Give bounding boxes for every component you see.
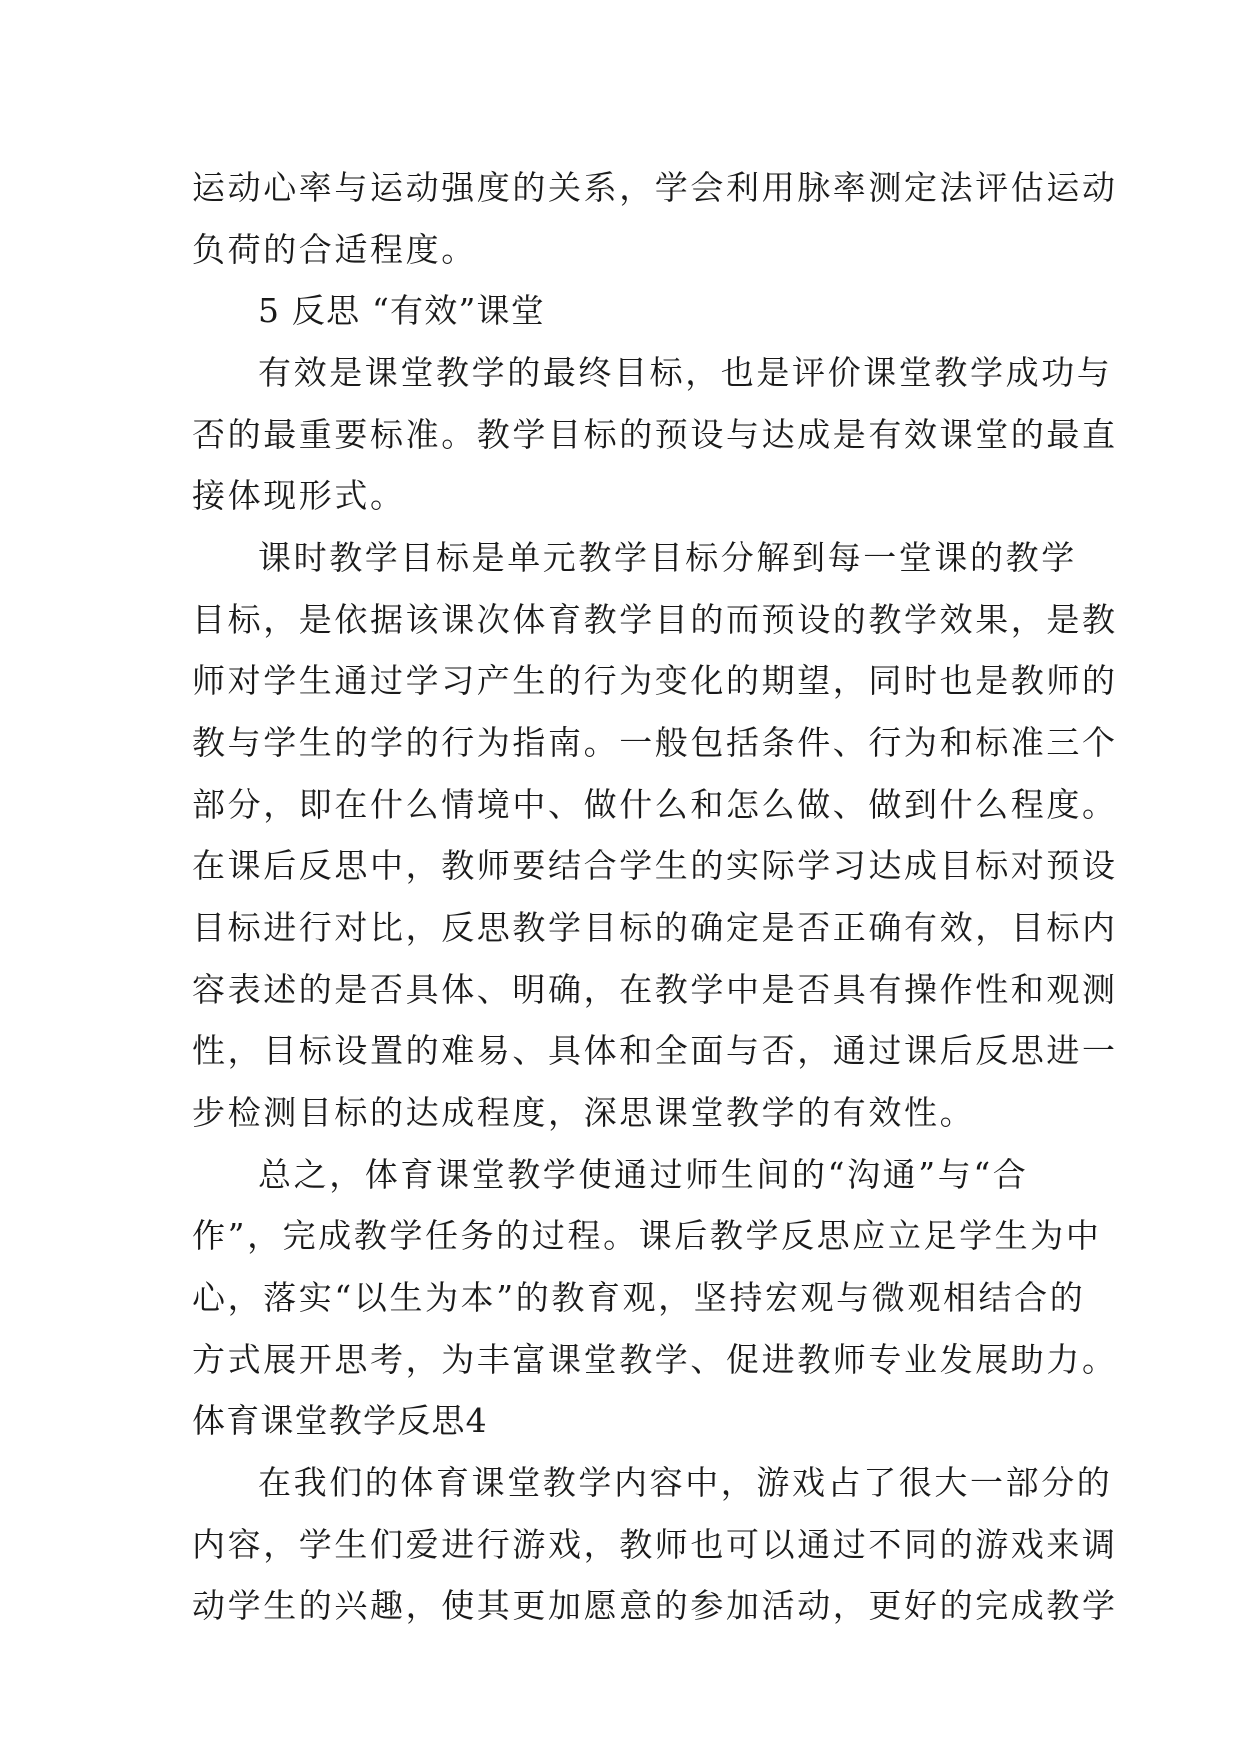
paragraph-first-line: 课时教学目标是单元教学目标分解到每一堂课的教学 bbox=[258, 538, 1077, 577]
body-text-line: 负荷的合适程度。 bbox=[192, 230, 477, 269]
body-text-line: 作”，完成教学任务的过程。课后教学反思应立足学生为中 bbox=[192, 1216, 1102, 1255]
body-text-line: 否的最重要标准。教学目标的预设与达成是有效课堂的最直 bbox=[192, 415, 1118, 454]
body-text-line: 部分，即在什么情境中、做什么和怎么做、做到什么程度。 bbox=[192, 785, 1118, 824]
body-text-line: 运动心率与运动强度的关系，学会利用脉率测定法评估运动 bbox=[192, 168, 1118, 207]
paragraph-first-line: 在我们的体育课堂教学内容中，游戏占了很大一部分的 bbox=[258, 1463, 1113, 1502]
paragraph-first-line: 总之，体育课堂教学使通过师生间的“沟通”与“合 bbox=[258, 1155, 1029, 1194]
body-text-line: 目标，是依据该课次体育教学目的而预设的教学效果，是教 bbox=[192, 600, 1118, 639]
body-text-line: 动学生的兴趣，使其更加愿意的参加活动，更好的完成教学 bbox=[192, 1586, 1118, 1625]
body-text-line: 容表述的是否具体、明确，在教学中是否具有操作性和观测 bbox=[192, 970, 1118, 1009]
body-text-line: 步检测目标的达成程度，深思课堂教学的有效性。 bbox=[192, 1093, 976, 1132]
body-text-line: 目标进行对比，反思教学目标的确定是否正确有效，目标内 bbox=[192, 908, 1118, 947]
body-text-line: 方式展开思考，为丰富课堂教学、促进教师专业发展助力。 bbox=[192, 1340, 1118, 1379]
body-text-line: 师对学生通过学习产生的行为变化的期望，同时也是教师的 bbox=[192, 661, 1118, 700]
body-text-line: 在课后反思中，教师要结合学生的实际学习达成目标对预设 bbox=[192, 846, 1118, 885]
section-title: 体育课堂教学反思4 bbox=[192, 1401, 488, 1440]
section-heading: 5 反思 “有效”课堂 bbox=[258, 291, 545, 330]
paragraph-first-line: 有效是课堂教学的最终目标，也是评价课堂教学成功与 bbox=[258, 353, 1113, 392]
body-text-line: 内容，学生们爱进行游戏，教师也可以通过不同的游戏来调 bbox=[192, 1525, 1118, 1564]
body-text-line: 接体现形式。 bbox=[192, 476, 406, 515]
body-text-line: 教与学生的学的行为指南。一般包括条件、行为和标准三个 bbox=[192, 723, 1118, 762]
body-text-line: 性，目标设置的难易、具体和全面与否，通过课后反思进一 bbox=[192, 1031, 1118, 1070]
body-text-line: 心，落实“以生为本”的教育观，坚持宏观与微观相结合的 bbox=[192, 1278, 1086, 1317]
